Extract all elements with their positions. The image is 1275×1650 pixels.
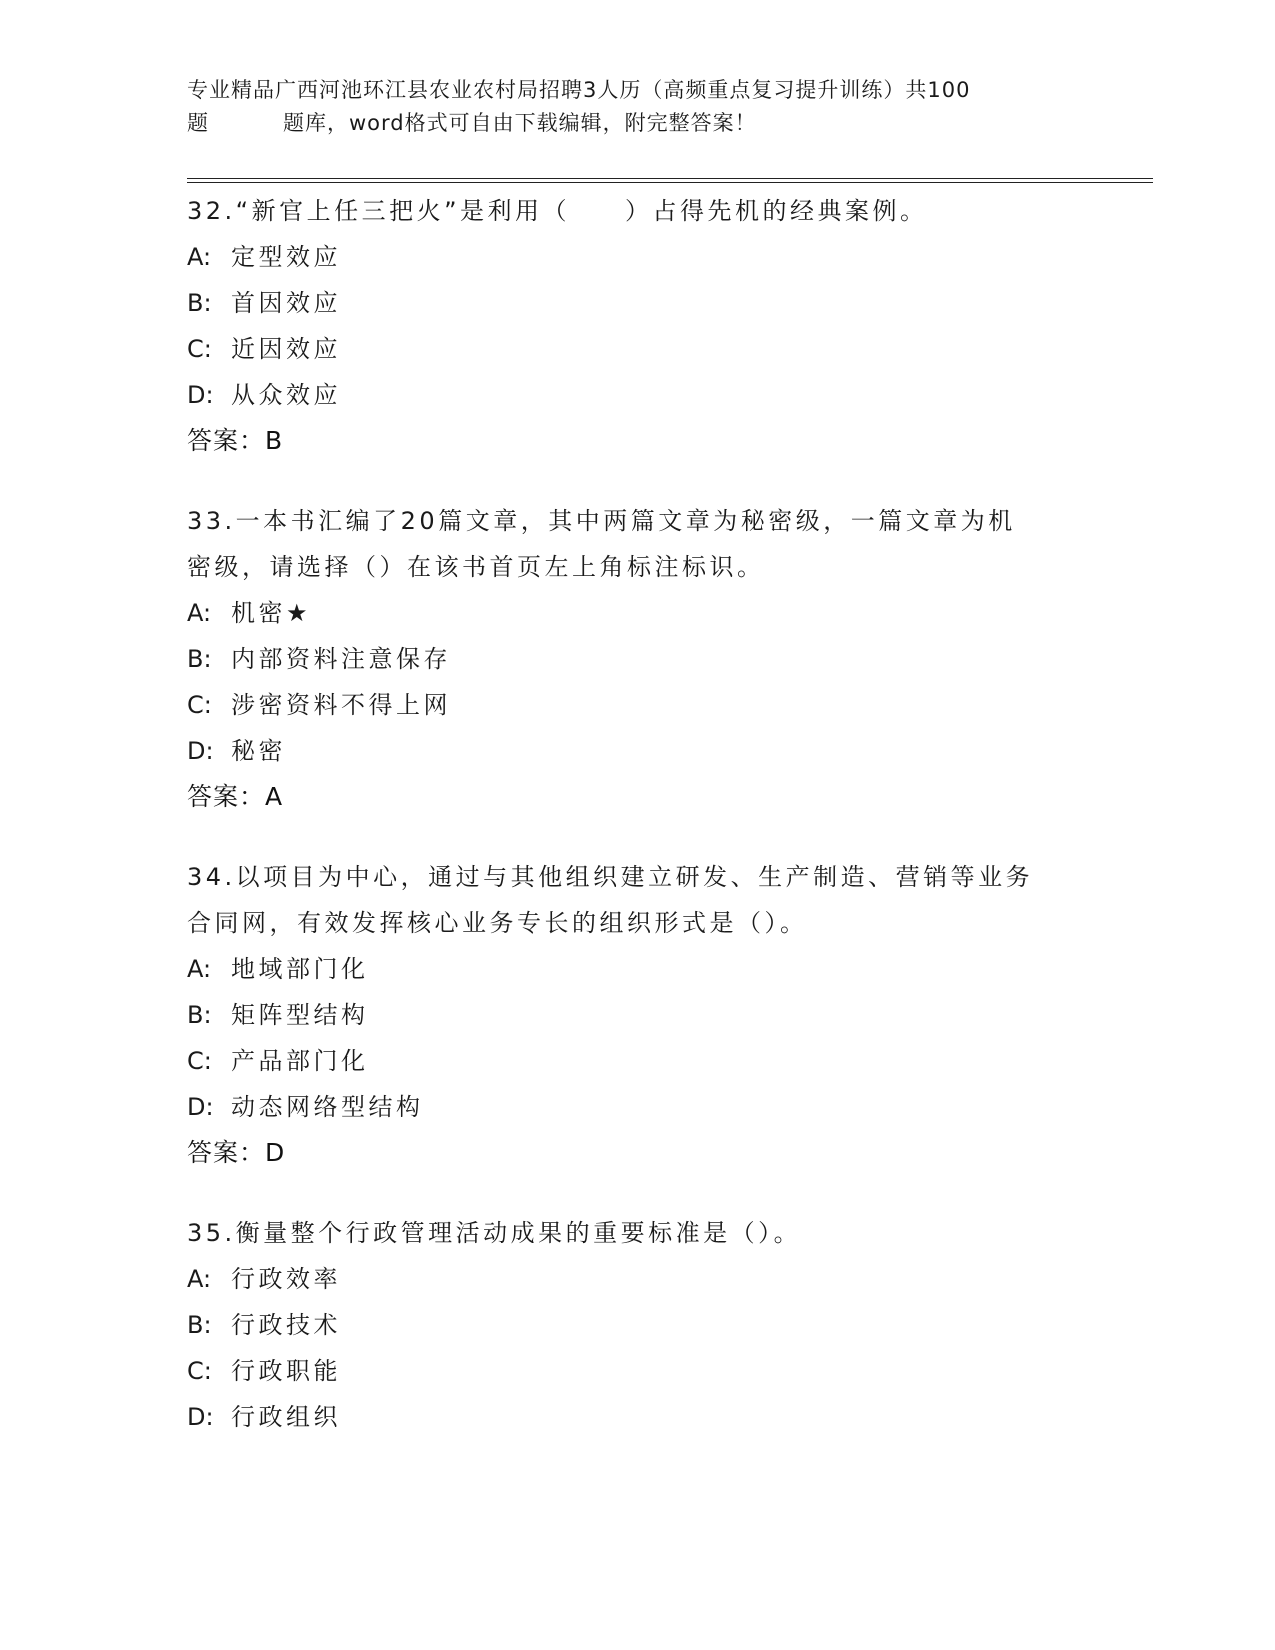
option-text: 行政效率 [231, 1265, 341, 1293]
question-stem-line-2: 合同网，有效发挥核心业务专长的组织形式是（）。 [187, 909, 808, 937]
option-text: 首因效应 [231, 289, 341, 317]
option-letter: A: [187, 599, 212, 627]
question-stem: 32.“新官上任三把火”是利用（ ）占得先机的经典案例。 [187, 197, 928, 225]
option-d [187, 1084, 1087, 1130]
option-letter: D: [187, 381, 214, 409]
question-34 [187, 854, 1087, 1176]
option-text: 秘密 [231, 737, 286, 765]
answer-line: 答案：A [187, 782, 284, 811]
option-letter: D: [187, 1403, 214, 1431]
answer-line: 答案：B [187, 426, 284, 455]
option-letter: C: [187, 1047, 212, 1075]
page-header [187, 74, 1087, 140]
option-text: 近因效应 [231, 335, 341, 363]
option-text: 从众效应 [231, 381, 341, 409]
option-letter: D: [187, 1093, 214, 1121]
header-line-2-text: 题库，word格式可自由下载编辑，附完整答案！ [283, 111, 757, 135]
option-text: 涉密资料不得上网 [231, 691, 451, 719]
option-letter: C: [187, 691, 212, 719]
question-stem: 35.衡量整个行政管理活动成果的重要标准是（）。 [187, 1219, 802, 1247]
option-text: 行政技术 [231, 1311, 341, 1339]
option-b [187, 992, 1087, 1038]
option-a [187, 946, 1087, 992]
question-stem-line-1: 34.以项目为中心，通过与其他组织建立研发、生产制造、营销等业务 [187, 863, 1034, 891]
option-text: 行政职能 [231, 1357, 341, 1385]
header-line-2-lead: 题 [187, 111, 209, 135]
option-text: 地域部门化 [231, 955, 369, 983]
question-stem-line-1: 33.一本书汇编了20篇文章，其中两篇文章为秘密级，一篇文章为机 [187, 507, 1016, 535]
option-c [187, 326, 1087, 372]
option-text: 内部资料注意保存 [231, 645, 451, 673]
header-rule-bottom [187, 182, 1153, 183]
option-c [187, 1038, 1087, 1084]
option-text: 矩阵型结构 [231, 1001, 369, 1029]
option-text: 定型效应 [231, 243, 341, 271]
option-letter: A: [187, 955, 212, 983]
option-b [187, 636, 1087, 682]
question-stem-line-2: 密级，请选择（）在该书首页左上角标注标识。 [187, 553, 765, 581]
option-text: 机密★ [231, 599, 312, 627]
header-rule-top [187, 178, 1153, 179]
option-letter: B: [187, 1311, 212, 1339]
question-list [187, 188, 1087, 1474]
option-letter: B: [187, 1001, 212, 1029]
answer-line: 答案：D [187, 1138, 286, 1167]
option-d [187, 372, 1087, 418]
question-33 [187, 498, 1087, 820]
option-text: 行政组织 [231, 1403, 341, 1431]
option-text: 产品部门化 [231, 1047, 369, 1075]
option-letter: A: [187, 243, 212, 271]
option-letter: B: [187, 289, 212, 317]
option-b [187, 1302, 1087, 1348]
option-letter: A: [187, 1265, 212, 1293]
header-line-1: 专业精品广西河池环江县农业农村局招聘3人历（高频重点复习提升训练）共100 [187, 78, 971, 102]
option-b [187, 280, 1087, 326]
option-a [187, 590, 1087, 636]
option-text: 动态网络型结构 [231, 1093, 424, 1121]
option-d [187, 1394, 1087, 1440]
option-d [187, 728, 1087, 774]
option-letter: D: [187, 737, 214, 765]
option-a [187, 234, 1087, 280]
option-letter: C: [187, 335, 212, 363]
option-a [187, 1256, 1087, 1302]
option-letter: C: [187, 1357, 212, 1385]
option-c [187, 682, 1087, 728]
question-32 [187, 188, 1087, 464]
header-line-2 [187, 107, 1087, 140]
option-c [187, 1348, 1087, 1394]
option-letter: B: [187, 645, 212, 673]
question-35 [187, 1210, 1087, 1440]
